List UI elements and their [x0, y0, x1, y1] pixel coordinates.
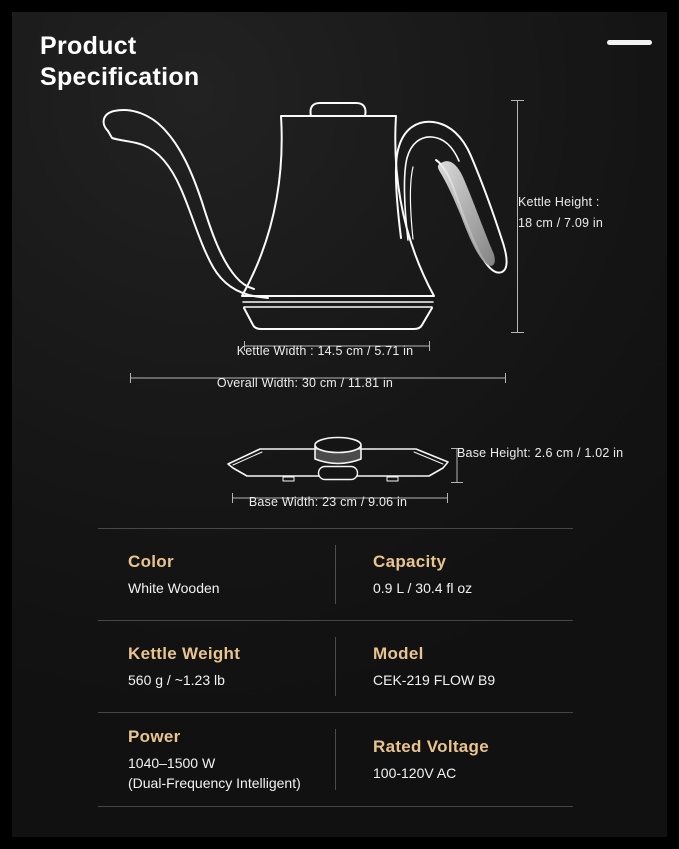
spec-value: 0.9 L / 30.4 fl oz	[373, 579, 473, 596]
kettle-lid-knob	[310, 103, 365, 116]
base-knob	[315, 438, 361, 464]
spec-label: Kettle Weight	[128, 643, 241, 663]
spec-label: Rated Voltage	[373, 736, 489, 756]
spec-value: 560 g / ~1.23 lb	[128, 671, 225, 688]
spec-label: Power	[128, 726, 181, 746]
base-width-label: Base Width: 23 cm / 9.06 in	[248, 495, 408, 509]
kettle-height-label	[518, 192, 603, 234]
base-height-label: Base Height: 2.6 cm / 1.02 in	[457, 446, 624, 460]
spec-value: 100-120V AC	[373, 764, 457, 781]
spec-cell-rated-voltage	[336, 713, 573, 806]
spec-value-secondary: (Dual-Frequency Intelligent)	[128, 774, 301, 791]
kettle-height-label-line1: Kettle Height :	[518, 195, 600, 209]
kettle-line-drawing	[104, 103, 507, 329]
spec-value: White Wooden	[128, 579, 220, 596]
overall-width-label: Overall Width: 30 cm / 11.81 in	[216, 376, 394, 390]
spec-cell-kettle-weight	[98, 621, 336, 712]
kettle-handle-grip	[438, 161, 495, 266]
spec-cell-power	[98, 713, 336, 806]
kettle-base	[243, 302, 433, 329]
spec-row-2	[98, 620, 573, 712]
spec-label: Capacity	[373, 551, 447, 571]
spec-row-3	[98, 712, 573, 807]
kettle-width-label: Kettle Width : 14.5 cm / 5.71 in	[236, 344, 414, 358]
spec-row-1	[98, 528, 573, 620]
spec-label: Color	[128, 551, 174, 571]
spec-cell-color	[98, 529, 336, 620]
kettle-height-label-line2: 18 cm / 7.09 in	[518, 216, 603, 230]
spec-value: 1040–1500 W	[128, 754, 216, 771]
page-title-line2: Specification	[40, 63, 200, 91]
spec-cell-model	[336, 621, 573, 712]
kettle-spout	[104, 110, 268, 298]
page-title-line1: Product	[40, 32, 137, 60]
base-unit-drawing	[228, 438, 448, 482]
spec-label: Model	[373, 643, 424, 663]
spec-table	[98, 528, 573, 807]
spec-value: CEK-219 FLOW B9	[373, 671, 496, 688]
spec-cell-capacity	[336, 529, 573, 620]
base-plug-cover	[319, 467, 358, 480]
